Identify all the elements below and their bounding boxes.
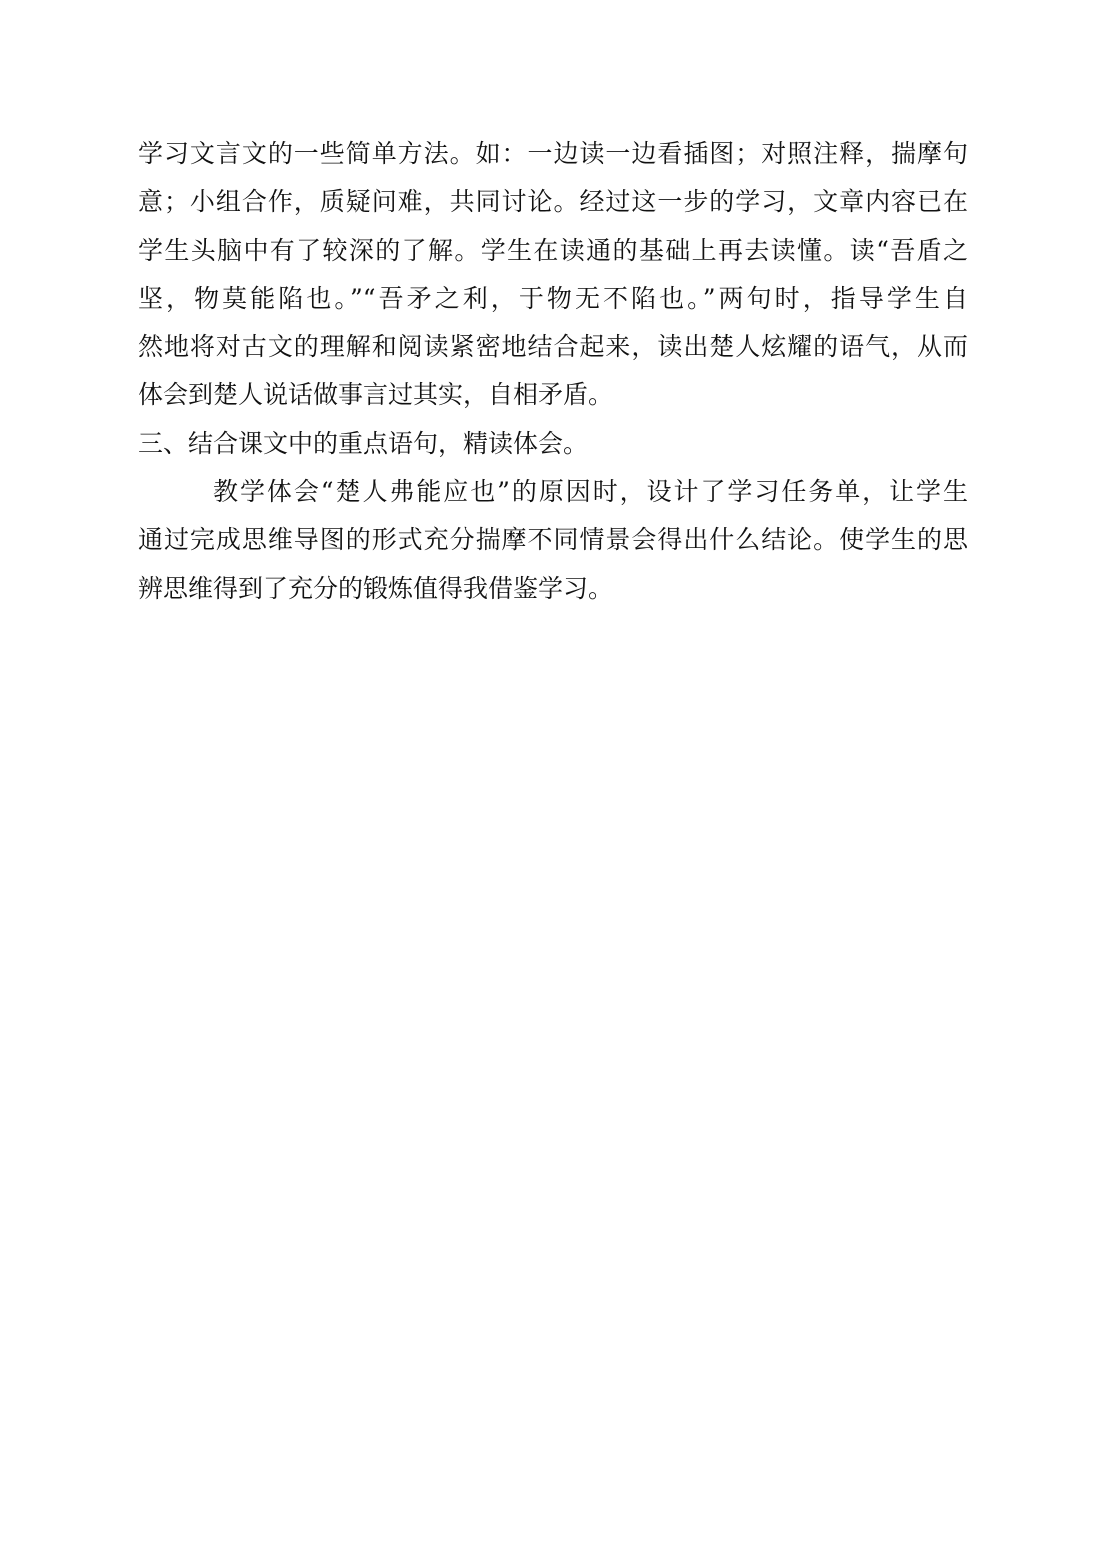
section-heading: 三、结合课文中的重点语句，精读体会。 <box>138 428 589 458</box>
text-line: 通过完成思维导图的形式充分揣摩不同情景会得出什么结论。使学生的思 <box>138 525 968 555</box>
text-line: 体会到楚人说话做事言过其实，自相矛盾。 <box>138 380 614 410</box>
text-line: 辨思维得到了充分的锻炼值得我借鉴学习。 <box>138 573 614 603</box>
text-line: 意；小组合作，质疑问难，共同讨论。经过这一步的学习，文章内容已在 <box>138 187 968 217</box>
text-line: 学生头脑中有了较深的了解。学生在读通的基础上再去读懂。读“吾盾之 <box>138 235 968 265</box>
text-line: 学习文言文的一些简单方法。如：一边读一边看插图；对照注释，揣摩句 <box>138 139 968 168</box>
text-line: 教学体会“楚人弗能应也”的原因时，设计了学习任务单，让学生 <box>213 477 968 507</box>
text-line: 然地将对古文的理解和阅读紧密地结合起来，读出楚人炫耀的语气，从而 <box>138 332 968 362</box>
text-line: 坚，物莫能陷也。”“吾矛之利，于物无不陷也。”两句时，指导学生自 <box>138 283 968 313</box>
body-text <box>138 130 968 613</box>
